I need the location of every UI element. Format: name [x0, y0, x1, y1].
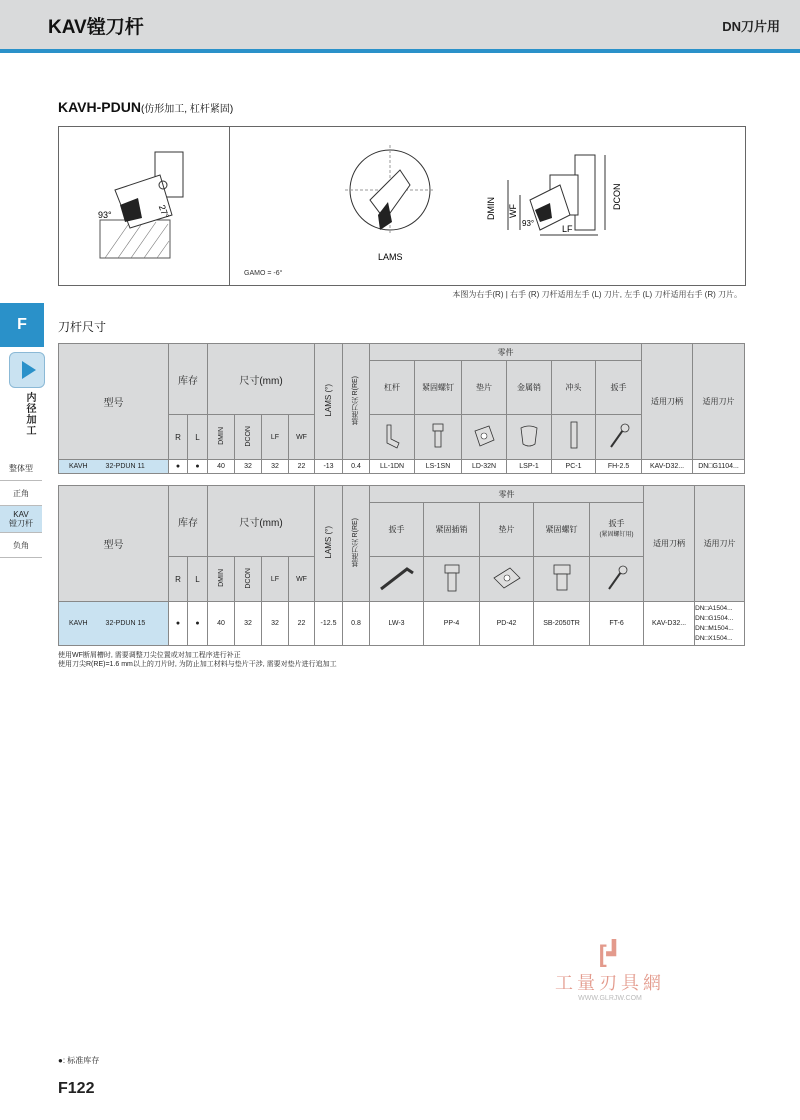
stock-r: ●: [169, 460, 188, 474]
dmin-label: DMIN: [486, 197, 496, 220]
wrench-icon: [590, 557, 644, 602]
part-header: 扳手: [596, 361, 642, 415]
header-model: 型号: [59, 344, 169, 460]
header-stock: 库存: [169, 486, 208, 557]
header-insert: 适用刀片: [693, 344, 745, 460]
stock-l: ●: [188, 602, 208, 646]
table-cell: [315, 486, 343, 602]
wf-label: WF: [508, 204, 518, 218]
header-lams: LAMS (°): [324, 384, 334, 417]
wf-value: 22: [289, 460, 315, 474]
nav-item-positive[interactable]: 正角: [0, 481, 42, 506]
part-code: LD-32N: [462, 460, 507, 474]
section-subtitle: (仿形加工, 杠杆紧固): [140, 104, 234, 115]
lf-value: 32: [262, 602, 289, 646]
sub-r: R: [169, 557, 188, 602]
hand-note: 本图为右手(R) | 右手 (R) 刀杆适用左手 (L) 刀片, 左手 (L) 刀杆适用右手 (R) 刀片。: [452, 290, 742, 299]
shim-icon: [462, 415, 507, 460]
table-cell: [343, 486, 370, 602]
header-dims: 尺寸(mm): [208, 486, 315, 557]
toolholder-drawing-left: [60, 130, 228, 280]
stock-r: ●: [169, 602, 188, 646]
watermark-logo: [┛: [598, 941, 622, 968]
stock-legend: ●: 标准库存: [58, 1056, 100, 1065]
model-cell: KAVH 32-PDUN 15: [59, 602, 169, 646]
part-code: LSP-1: [507, 460, 552, 474]
lams-value: -12.5: [315, 602, 343, 646]
part-header: 扳手 (紧固螺钉用): [590, 503, 644, 557]
header-re: 基准刀尖 R(RE): [352, 517, 360, 568]
screw-icon: [415, 415, 462, 460]
sub-dmin: DMIN: [217, 569, 225, 587]
holder-value: KAV-D32...: [642, 460, 693, 474]
part-header: 紧固螺钉: [534, 503, 590, 557]
nav-item-solid[interactable]: 整体型: [0, 456, 42, 481]
part-code: LS-1SN: [415, 460, 462, 474]
footnote: 使用刀尖R(RE)=1.6 mm以上的刀片时, 为防止加工材料与垫片干涉, 需要对垫片进行追加工: [58, 661, 337, 668]
angle-93b-label: 93°: [522, 219, 535, 228]
pin-icon: [507, 415, 552, 460]
model-cell: KAVH 32-PDUN 11: [59, 460, 169, 474]
page-number: F122: [58, 1080, 95, 1097]
hex-key-icon: [370, 557, 424, 602]
part-header: 杠杆: [370, 361, 415, 415]
sub-dcon: DCON: [244, 425, 252, 447]
sub-l: L: [188, 557, 208, 602]
shim-icon: [480, 557, 534, 602]
table-section-heading: 刀杆尺寸: [58, 320, 107, 334]
header-category: DN刀片用: [722, 19, 780, 34]
part-code: PD-42: [480, 602, 534, 646]
sub-wf: WF: [289, 557, 315, 602]
part-header: 金属销: [507, 361, 552, 415]
dcon-label: DCON: [612, 183, 622, 210]
clamp-pin-icon: [424, 557, 480, 602]
watermark-text: 工量刃具網: [555, 973, 665, 993]
wf-value: 22: [289, 602, 315, 646]
insert-value: DN□M1504...: [695, 624, 734, 632]
insert-value: DN□A1504...: [695, 604, 733, 612]
lever-icon: [370, 415, 415, 460]
dcon-value: 32: [235, 602, 262, 646]
table-cell: [235, 415, 262, 460]
header-parts: 零件: [370, 486, 644, 503]
sub-l: L: [188, 415, 208, 460]
watermark-url: WWW.GLRJW.COM: [578, 995, 642, 1002]
section-title: KAVH-PDUN(仿形加工, 杠杆紧固): [58, 99, 234, 115]
part-code: SB-2050TR: [534, 602, 590, 646]
boring-icon: [9, 352, 45, 388]
part-header: 紧固插销: [424, 503, 480, 557]
toolholder-drawing-right: [480, 140, 630, 250]
sub-lf: LF: [262, 415, 289, 460]
gamo-note: GAMO = -6°: [244, 270, 283, 277]
footnote: 使用WF断屑槽时, 需要调整刀尖位置或对加工程序进行补正: [58, 652, 241, 659]
part-header: 垫片: [462, 361, 507, 415]
part-code: FH-2.5: [596, 460, 642, 474]
holder-value: KAV-D32...: [644, 602, 695, 646]
insert-values: [695, 602, 745, 646]
section-tab-f[interactable]: F: [0, 303, 44, 347]
sidebar-category: 内径加工: [24, 392, 35, 436]
page-title: KAV镗刀杆: [48, 17, 144, 38]
header-accent-line: [0, 49, 800, 53]
dmin-value: 40: [208, 602, 235, 646]
insert-value: DN□G1504...: [695, 614, 734, 622]
toolholder-drawing-center: [330, 140, 450, 270]
angle-93-label: 93°: [98, 210, 112, 220]
part-code: LL-1DN: [370, 460, 415, 474]
figure-divider: [229, 126, 230, 285]
header-holder: 适用刀柄: [642, 344, 693, 460]
part-code: PP-4: [424, 602, 480, 646]
dcon-value: 32: [235, 460, 262, 474]
table-cell: [208, 557, 235, 602]
watermark: [535, 940, 685, 1002]
sub-r: R: [169, 415, 188, 460]
header-stock: 库存: [169, 344, 208, 415]
part-header: 垫片: [480, 503, 534, 557]
spec-table-2: [58, 485, 745, 646]
re-value: 0.4: [343, 460, 370, 474]
header-lams: LAMS (°): [324, 526, 334, 559]
nav-item-kav[interactable]: KAV 镗刀杆: [0, 506, 42, 533]
sub-dmin: DMIN: [217, 427, 225, 445]
header-insert: 适用刀片: [695, 486, 745, 602]
spec-table-1: [58, 343, 745, 474]
header-model: 型号: [59, 486, 169, 602]
part-header: 扳手: [370, 503, 424, 557]
sidebar-nav: [0, 456, 42, 558]
punch-icon: [552, 415, 596, 460]
re-value: 0.8: [343, 602, 370, 646]
angle-27-label: 27°: [156, 203, 171, 220]
table-cell: [235, 557, 262, 602]
header-dims: 尺寸(mm): [208, 344, 315, 415]
wrench-icon: [596, 415, 642, 460]
sub-lf: LF: [262, 557, 289, 602]
clamp-screw-icon: [534, 557, 590, 602]
nav-item-negative[interactable]: 负角: [0, 533, 42, 558]
lams-value: -13: [315, 460, 343, 474]
sub-dcon: DCON: [244, 567, 252, 589]
part-code: LW-3: [370, 602, 424, 646]
part-header: 紧固螺钉: [415, 361, 462, 415]
dmin-value: 40: [208, 460, 235, 474]
insert-value: DN□G1104...: [693, 460, 745, 474]
lams-label: LAMS: [378, 252, 403, 262]
part-code: PC-1: [552, 460, 596, 474]
lf-value: 32: [262, 460, 289, 474]
header-parts: 零件: [370, 344, 642, 361]
table-cell: [208, 415, 235, 460]
part-header: 冲头: [552, 361, 596, 415]
sub-wf: WF: [289, 415, 315, 460]
table-cell: [343, 344, 370, 460]
header-holder: 适用刀柄: [644, 486, 695, 602]
insert-value: DN□X1504...: [695, 634, 733, 642]
part-code: FT-6: [590, 602, 644, 646]
lf-label: LF: [562, 224, 573, 234]
stock-l: ●: [188, 460, 208, 474]
header-re: 基准刀尖 R(RE): [352, 375, 360, 426]
table-cell: [315, 344, 343, 460]
